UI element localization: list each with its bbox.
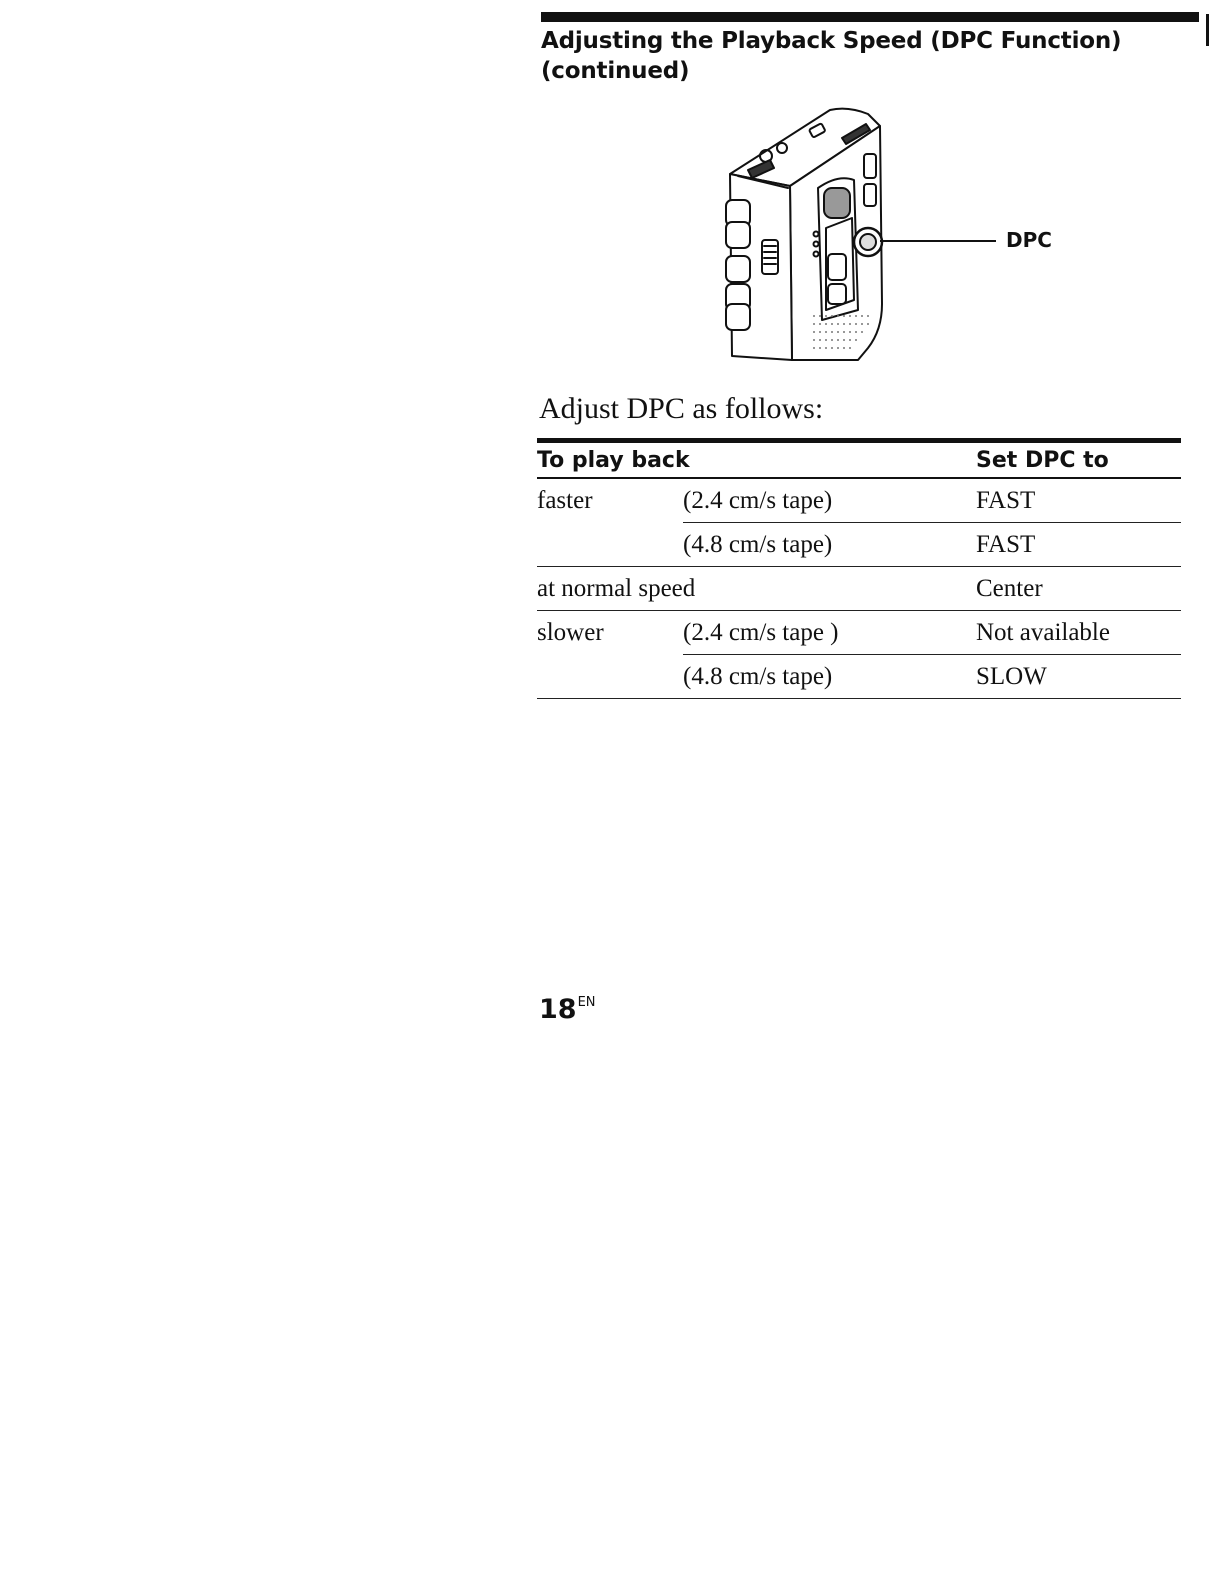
section-top-rule [541, 12, 1199, 22]
intro-text: Adjust DPC as follows: [539, 392, 824, 425]
table-row [537, 655, 1181, 699]
heading-line-2: (continued) [541, 58, 690, 84]
table-row [537, 567, 1181, 611]
table-row [537, 611, 1181, 655]
table-header-row [537, 441, 1181, 479]
row-tape: (4.8 cm/s tape) [683, 523, 976, 567]
dpc-callout-line [880, 240, 996, 242]
row-tape: (2.4 cm/s tape) [683, 478, 976, 523]
row-setting: FAST [976, 478, 1181, 523]
table-row [537, 523, 1181, 567]
cassette-recorder-illustration [718, 104, 908, 364]
row-setting: Center [976, 567, 1181, 611]
header-to-play-back: To play back [537, 441, 976, 479]
heading-line-1: Adjusting the Playback Speed (DPC Function) [541, 28, 1122, 54]
row-tape: (2.4 cm/s tape ) [683, 611, 976, 655]
row-label: at normal speed [537, 567, 976, 611]
row-label [537, 655, 683, 699]
row-label: slower [537, 618, 604, 646]
page-language-suffix: EN [577, 995, 596, 1010]
row-tape: (4.8 cm/s tape) [683, 655, 976, 699]
row-setting: Not available [976, 611, 1181, 655]
page-number [539, 994, 596, 1025]
dpc-settings-table [537, 438, 1181, 699]
section-heading [541, 26, 1181, 86]
header-set-dpc-to: Set DPC to [976, 441, 1181, 479]
row-setting: SLOW [976, 655, 1181, 699]
dpc-callout-label: DPC [1006, 228, 1052, 252]
edge-tab-mark [1206, 14, 1209, 46]
row-label [537, 523, 683, 567]
row-setting: FAST [976, 523, 1181, 567]
table-row [537, 478, 1181, 523]
page-number-value: 18 [539, 994, 577, 1025]
row-label: faster [537, 486, 593, 514]
